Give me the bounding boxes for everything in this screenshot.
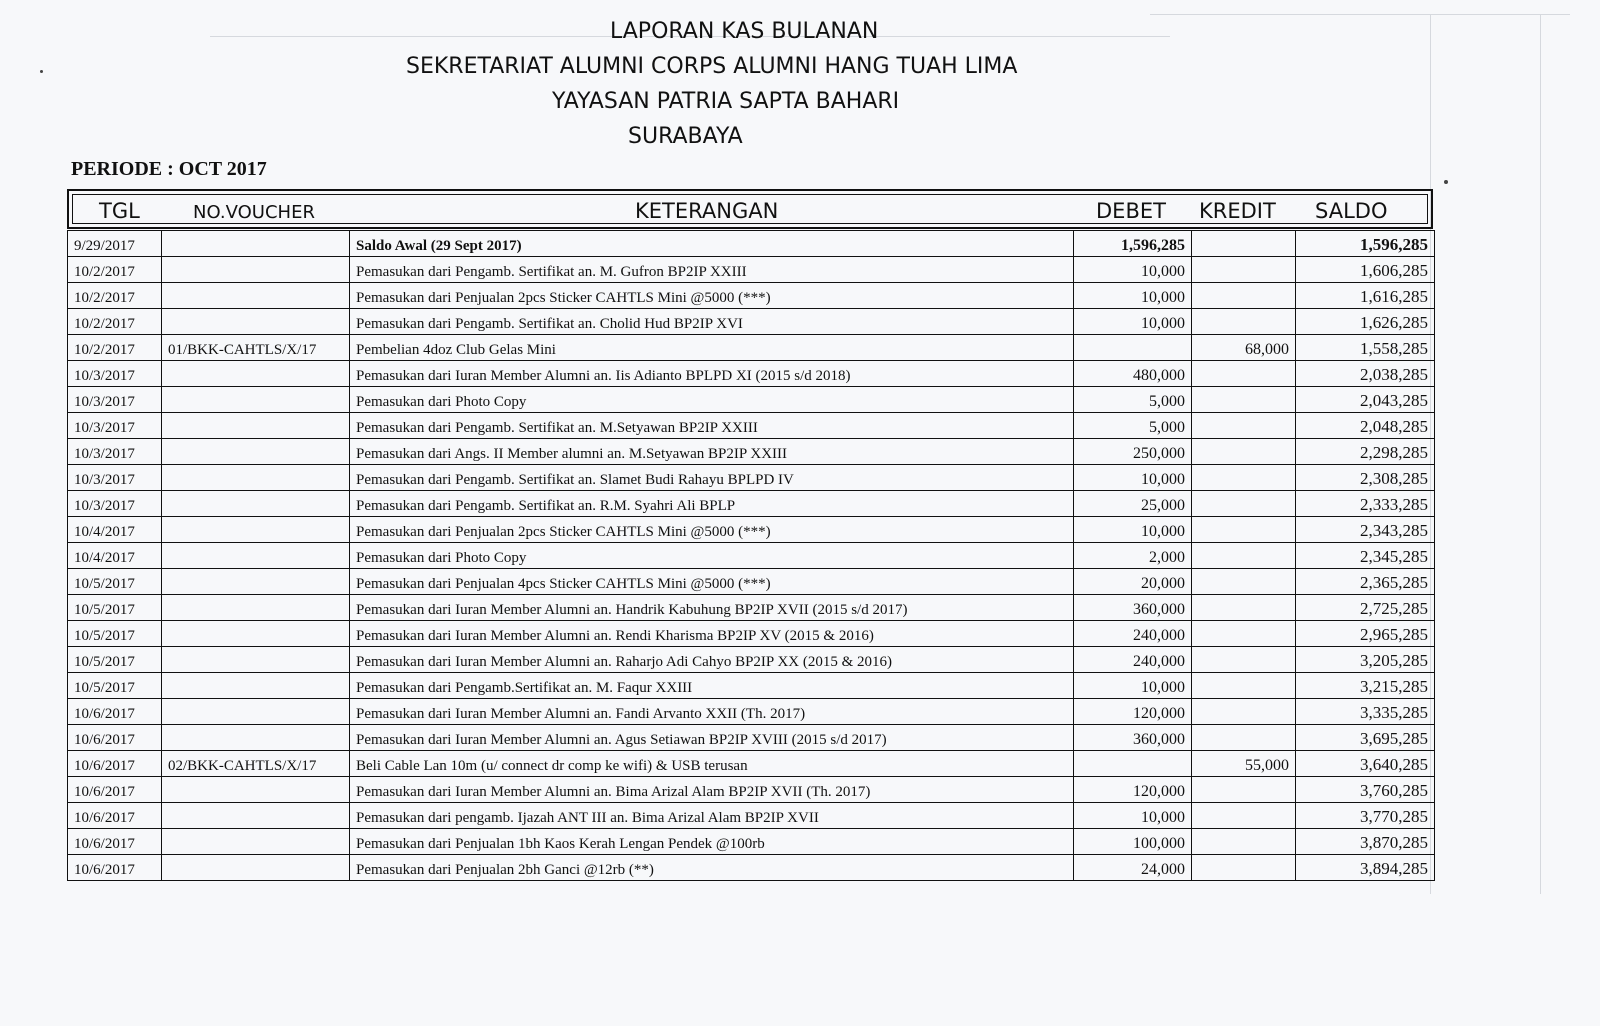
table-row [68,647,1435,673]
cell-saldo: 2,298,285 [1296,439,1435,465]
cell-debet: 24,000 [1074,855,1192,881]
cell-saldo: 3,335,285 [1296,699,1435,725]
cell-voucher [162,283,350,309]
cell-debet: 240,000 [1074,621,1192,647]
cell-keterangan: Pemasukan dari Iuran Member Alumni an. Rendi Kharisma BP2IP XV (2015 & 2016) [350,621,1074,647]
table-row [68,595,1435,621]
cell-keterangan: Pemasukan dari Penjualan 1bh Kaos Kerah Lengan Pendek @100rb [350,829,1074,855]
table-row [68,283,1435,309]
table-row [68,725,1435,751]
cell-tgl: 9/29/2017 [68,231,162,257]
table-row [68,829,1435,855]
cell-saldo: 1,616,285 [1296,283,1435,309]
cell-voucher [162,777,350,803]
cell-kredit [1192,361,1296,387]
cell-tgl: 10/5/2017 [68,647,162,673]
cell-kredit [1192,309,1296,335]
cell-voucher [162,309,350,335]
cell-voucher [162,647,350,673]
cell-debet: 5,000 [1074,413,1192,439]
cell-debet: 10,000 [1074,283,1192,309]
cell-voucher [162,699,350,725]
cell-voucher [162,439,350,465]
cell-kredit: 55,000 [1192,751,1296,777]
cell-tgl: 10/2/2017 [68,283,162,309]
cell-voucher [162,257,350,283]
cell-debet: 240,000 [1074,647,1192,673]
cell-keterangan: Pemasukan dari Penjualan 4pcs Sticker CAHTLS Mini @5000 (***) [350,569,1074,595]
cell-tgl: 10/6/2017 [68,803,162,829]
cell-saldo: 1,596,285 [1296,231,1435,257]
cell-kredit [1192,439,1296,465]
cell-debet: 2,000 [1074,543,1192,569]
header-tgl: TGL [99,199,140,223]
cell-debet: 10,000 [1074,465,1192,491]
cell-kredit [1192,829,1296,855]
cell-tgl: 10/6/2017 [68,725,162,751]
cell-voucher [162,387,350,413]
cell-kredit [1192,413,1296,439]
cell-voucher [162,595,350,621]
cell-kredit [1192,465,1296,491]
cell-saldo: 3,640,285 [1296,751,1435,777]
cell-saldo: 1,606,285 [1296,257,1435,283]
cell-voucher [162,413,350,439]
cell-saldo: 3,215,285 [1296,673,1435,699]
cell-voucher [162,829,350,855]
cell-tgl: 10/5/2017 [68,595,162,621]
cell-tgl: 10/6/2017 [68,829,162,855]
cell-tgl: 10/3/2017 [68,413,162,439]
title-line-2: SEKRETARIAT ALUMNI CORPS ALUMNI HANG TUAH LIMA [406,54,1018,79]
table-row [68,699,1435,725]
cell-keterangan: Pemasukan dari Pengamb. Sertifikat an. M.Setyawan BP2IP XXIII [350,413,1074,439]
cell-kredit [1192,257,1296,283]
cell-voucher [162,361,350,387]
bleed-through-line [1150,14,1570,15]
cell-debet: 100,000 [1074,829,1192,855]
table-row [68,517,1435,543]
cell-tgl: 10/5/2017 [68,569,162,595]
table-row [68,309,1435,335]
cell-saldo: 3,760,285 [1296,777,1435,803]
cell-tgl: 10/2/2017 [68,335,162,361]
cell-saldo: 3,205,285 [1296,647,1435,673]
cell-keterangan: Pemasukan dari Pengamb. Sertifikat an. Cholid Hud BP2IP XVI [350,309,1074,335]
cell-kredit [1192,673,1296,699]
cell-saldo: 2,343,285 [1296,517,1435,543]
cell-voucher: 02/BKK-CAHTLS/X/17 [162,751,350,777]
cell-keterangan: Pemasukan dari Pengamb.Sertifikat an. M. Faqur XXIII [350,673,1074,699]
cell-kredit [1192,855,1296,881]
cell-keterangan: Pemasukan dari Pengamb. Sertifikat an. Slamet Budi Rahayu BPLPD IV [350,465,1074,491]
cell-voucher [162,855,350,881]
cell-saldo: 2,038,285 [1296,361,1435,387]
cell-saldo: 2,308,285 [1296,465,1435,491]
cell-kredit [1192,777,1296,803]
cell-saldo: 2,365,285 [1296,569,1435,595]
cell-kredit [1192,491,1296,517]
cell-keterangan: Pemasukan dari Pengamb. Sertifikat an. M. Gufron BP2IP XXIII [350,257,1074,283]
cell-tgl: 10/2/2017 [68,257,162,283]
cell-saldo: 2,043,285 [1296,387,1435,413]
cell-kredit [1192,725,1296,751]
bleed-through-line [1540,14,1541,894]
cell-kredit [1192,595,1296,621]
cell-keterangan: Pemasukan dari Penjualan 2bh Ganci @12rb (**) [350,855,1074,881]
table-row [68,387,1435,413]
cell-keterangan: Saldo Awal (29 Sept 2017) [350,231,1074,257]
cell-debet: 25,000 [1074,491,1192,517]
header-voucher: NO.VOUCHER [193,202,315,223]
cell-saldo: 2,725,285 [1296,595,1435,621]
cell-debet: 250,000 [1074,439,1192,465]
cell-kredit [1192,283,1296,309]
cell-voucher [162,569,350,595]
table-row [68,803,1435,829]
cell-kredit [1192,387,1296,413]
table-row [68,335,1435,361]
cell-keterangan: Beli Cable Lan 10m (u/ connect dr comp ke wifi) & USB terusan [350,751,1074,777]
cell-saldo: 2,333,285 [1296,491,1435,517]
cell-saldo: 1,626,285 [1296,309,1435,335]
cell-voucher [162,725,350,751]
cell-kredit [1192,647,1296,673]
ink-dot [40,70,43,73]
cell-debet: 360,000 [1074,725,1192,751]
cell-kredit: 68,000 [1192,335,1296,361]
cell-debet [1074,751,1192,777]
table-row [68,855,1435,881]
cell-keterangan: Pemasukan dari Angs. II Member alumni an. M.Setyawan BP2IP XXIII [350,439,1074,465]
cell-tgl: 10/6/2017 [68,855,162,881]
cell-saldo: 3,695,285 [1296,725,1435,751]
cell-kredit [1192,621,1296,647]
ink-dot [1444,180,1448,184]
cell-voucher [162,517,350,543]
table-header-inner [72,194,1428,224]
table-row [68,361,1435,387]
cell-keterangan: Pemasukan dari Photo Copy [350,543,1074,569]
cell-debet: 120,000 [1074,699,1192,725]
header-saldo: SALDO [1315,199,1388,223]
table-row [68,231,1435,257]
cell-debet: 1,596,285 [1074,231,1192,257]
cell-keterangan: Pemasukan dari Penjualan 2pcs Sticker CAHTLS Mini @5000 (***) [350,283,1074,309]
cell-keterangan: Pemasukan dari Iuran Member Alumni an. Bima Arizal Alam BP2IP XVII (Th. 2017) [350,777,1074,803]
title-line-1: LAPORAN KAS BULANAN [610,19,879,44]
cell-keterangan: Pemasukan dari Iuran Member Alumni an. Iis Adianto BPLPD XI (2015 s/d 2018) [350,361,1074,387]
header-kredit: KREDIT [1199,199,1276,223]
cell-tgl: 10/3/2017 [68,465,162,491]
cell-keterangan: Pembelian 4doz Club Gelas Mini [350,335,1074,361]
table-row [68,439,1435,465]
cell-debet: 360,000 [1074,595,1192,621]
cell-voucher [162,673,350,699]
cell-saldo: 3,894,285 [1296,855,1435,881]
cell-keterangan: Pemasukan dari Penjualan 2pcs Sticker CAHTLS Mini @5000 (***) [350,517,1074,543]
cell-tgl: 10/2/2017 [68,309,162,335]
ledger-table [67,230,1435,881]
ledger-body [68,231,1435,881]
cell-saldo: 3,870,285 [1296,829,1435,855]
table-header [67,189,1433,229]
cell-keterangan: Pemasukan dari Iuran Member Alumni an. Handrik Kabuhung BP2IP XVII (2015 s/d 2017) [350,595,1074,621]
header-keterangan: KETERANGAN [635,199,779,223]
cell-debet: 10,000 [1074,803,1192,829]
cell-kredit [1192,699,1296,725]
title-line-4: SURABAYA [628,124,743,149]
table-row [68,465,1435,491]
cell-voucher [162,803,350,829]
cell-saldo: 1,558,285 [1296,335,1435,361]
cell-tgl: 10/4/2017 [68,543,162,569]
table-row [68,751,1435,777]
table-row [68,621,1435,647]
cell-saldo: 2,965,285 [1296,621,1435,647]
cell-debet: 120,000 [1074,777,1192,803]
cell-debet: 5,000 [1074,387,1192,413]
cell-keterangan: Pemasukan dari Pengamb. Sertifikat an. R.M. Syahri Ali BPLP [350,491,1074,517]
cell-tgl: 10/5/2017 [68,673,162,699]
cell-saldo: 2,048,285 [1296,413,1435,439]
table-row [68,673,1435,699]
cell-tgl: 10/3/2017 [68,387,162,413]
table-row [68,257,1435,283]
cell-keterangan: Pemasukan dari Iuran Member Alumni an. Raharjo Adi Cahyo BP2IP XX (2015 & 2016) [350,647,1074,673]
cell-keterangan: Pemasukan dari Photo Copy [350,387,1074,413]
cell-kredit [1192,569,1296,595]
cell-keterangan: Pemasukan dari pengamb. Ijazah ANT III an. Bima Arizal Alam BP2IP XVII [350,803,1074,829]
periode-label: PERIODE : OCT 2017 [71,158,267,180]
cell-debet: 10,000 [1074,517,1192,543]
cell-kredit [1192,231,1296,257]
cell-voucher [162,231,350,257]
cell-kredit [1192,543,1296,569]
cell-voucher [162,543,350,569]
cell-kredit [1192,517,1296,543]
cell-keterangan: Pemasukan dari Iuran Member Alumni an. Agus Setiawan BP2IP XVIII (2015 s/d 2017) [350,725,1074,751]
cell-tgl: 10/4/2017 [68,517,162,543]
cell-voucher [162,621,350,647]
cell-voucher [162,491,350,517]
cell-debet: 10,000 [1074,309,1192,335]
header-debet: DEBET [1096,199,1166,223]
cell-debet: 10,000 [1074,257,1192,283]
table-row [68,569,1435,595]
cell-debet: 480,000 [1074,361,1192,387]
cell-voucher [162,465,350,491]
cell-tgl: 10/6/2017 [68,777,162,803]
cell-keterangan: Pemasukan dari Iuran Member Alumni an. Fandi Arvanto XXII (Th. 2017) [350,699,1074,725]
cell-voucher: 01/BKK-CAHTLS/X/17 [162,335,350,361]
cell-kredit [1192,803,1296,829]
cell-tgl: 10/5/2017 [68,621,162,647]
cell-tgl: 10/3/2017 [68,361,162,387]
report-title [380,14,1120,154]
table-row [68,543,1435,569]
cell-tgl: 10/3/2017 [68,439,162,465]
cell-tgl: 10/3/2017 [68,491,162,517]
cell-debet: 10,000 [1074,673,1192,699]
table-row [68,777,1435,803]
title-line-3: YAYASAN PATRIA SAPTA BAHARI [552,89,900,114]
cell-saldo: 3,770,285 [1296,803,1435,829]
table-row [68,413,1435,439]
cell-tgl: 10/6/2017 [68,751,162,777]
cell-saldo: 2,345,285 [1296,543,1435,569]
cell-debet: 20,000 [1074,569,1192,595]
table-row [68,491,1435,517]
cell-debet [1074,335,1192,361]
cell-tgl: 10/6/2017 [68,699,162,725]
